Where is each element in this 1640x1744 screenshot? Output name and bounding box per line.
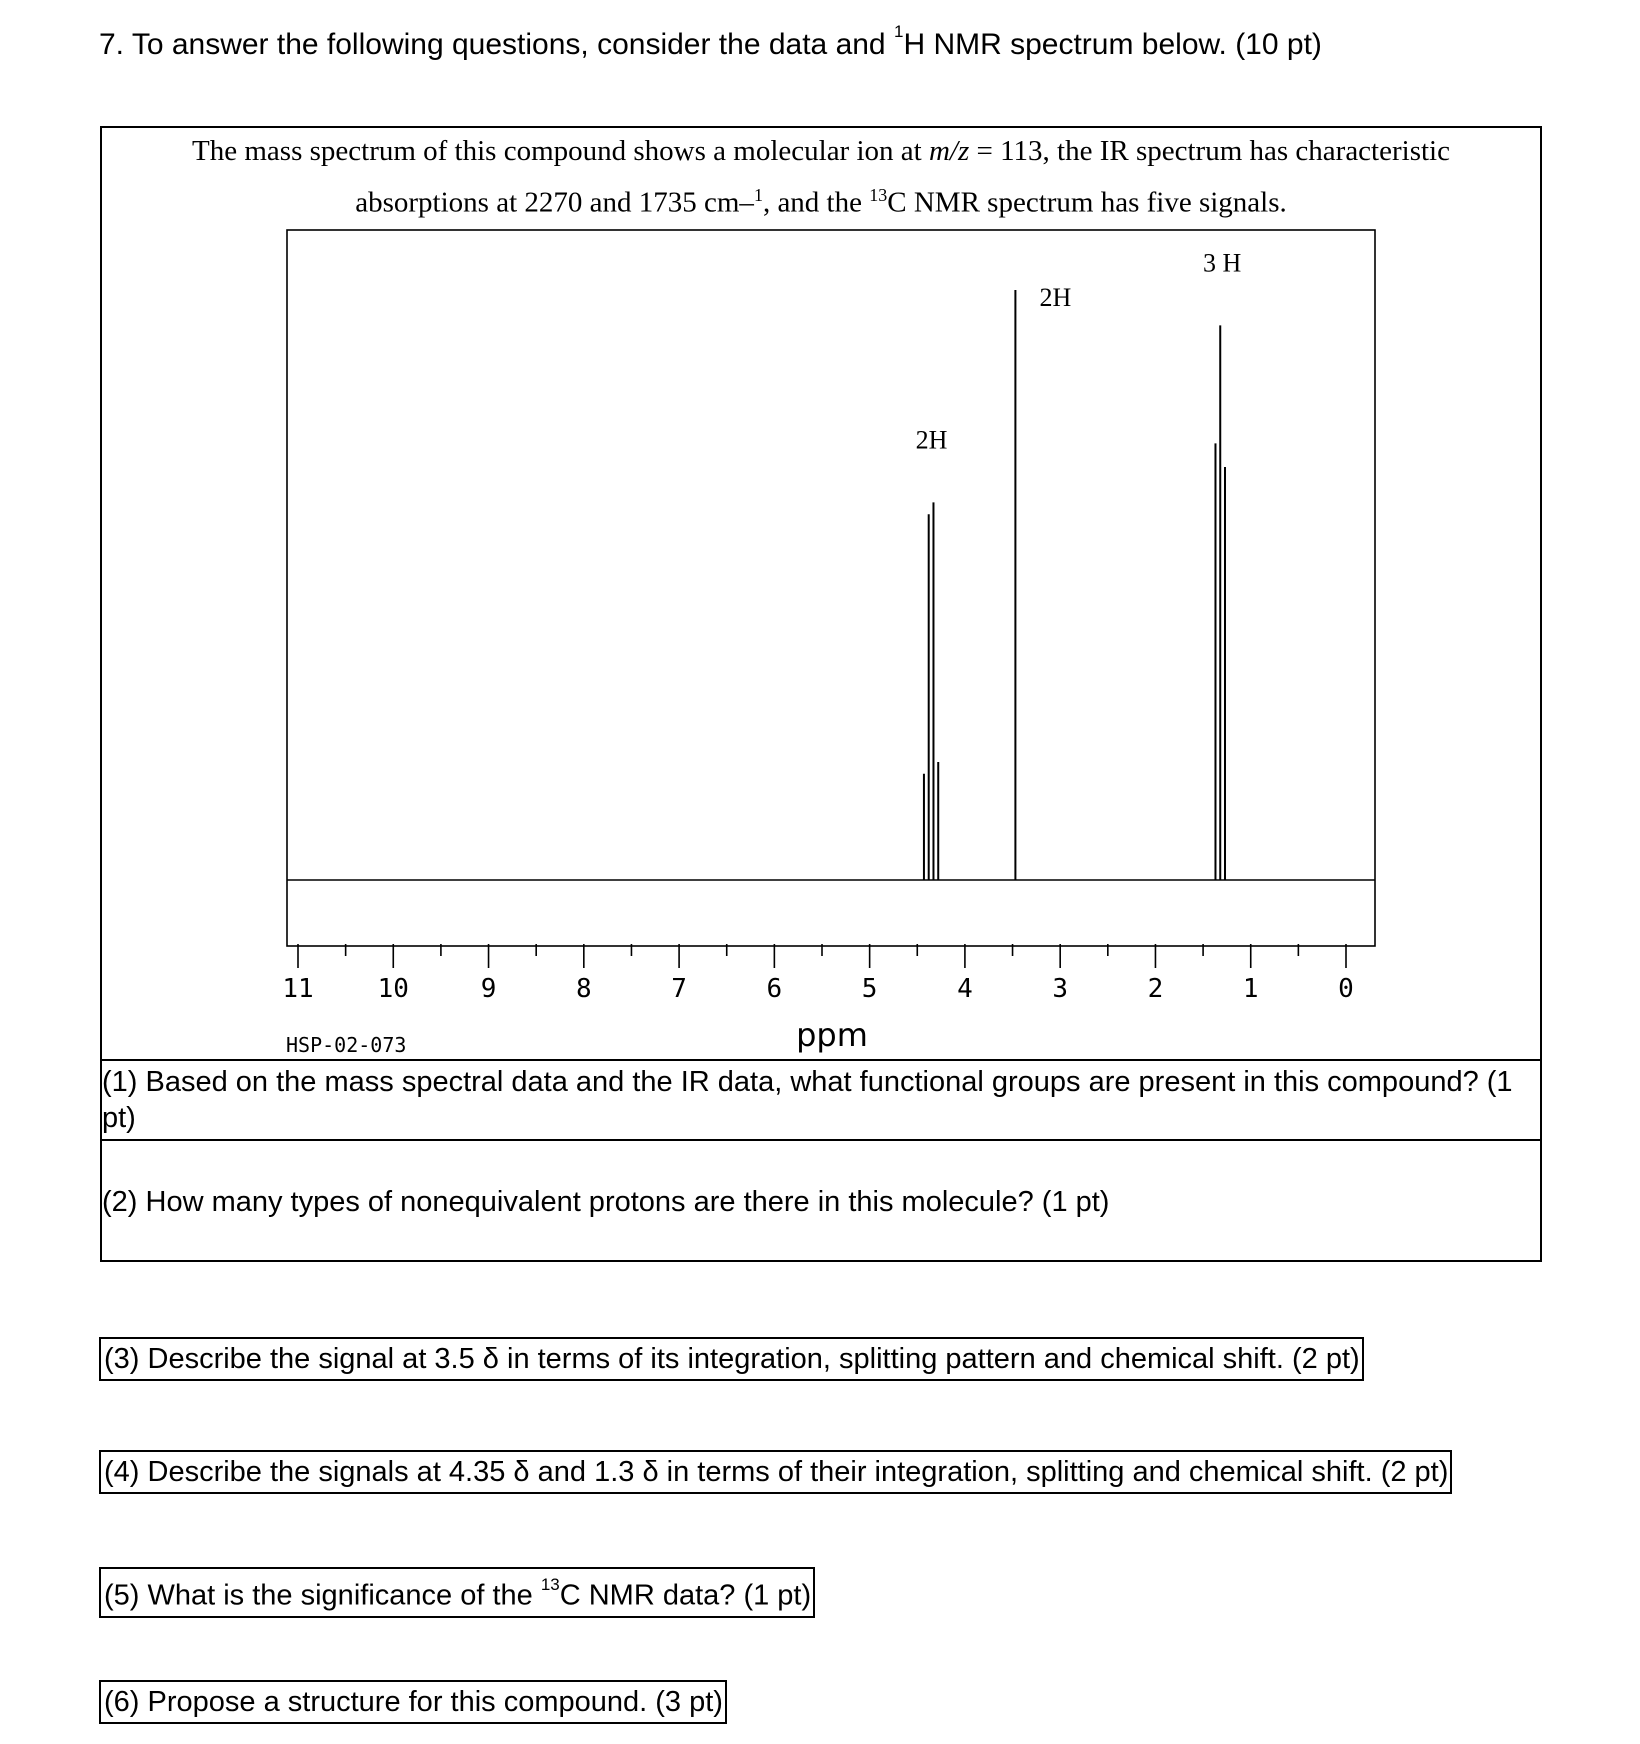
question-5-end: C NMR data? (1 pt)	[559, 1579, 812, 1612]
peaks-group	[924, 290, 1225, 880]
title-text: 7. To answer the following questions, consider the data and	[99, 28, 894, 61]
given-superscript-13: 13	[869, 185, 888, 205]
tick-label: 0	[1338, 974, 1354, 1004]
question-5-superscript: 13	[540, 1575, 560, 1594]
x-axis-label: ppm	[796, 1016, 868, 1054]
given-line-2	[102, 173, 1540, 225]
integration-label: 2H	[1039, 283, 1072, 312]
given-line-2-mid: , and the	[762, 186, 870, 219]
question-2: (2) How many types of nonequivalent protons are there in this molecule? (1 pt)	[102, 1186, 1110, 1218]
question-5-text: (5) What is the significance of the	[104, 1579, 541, 1612]
question-6: (6) Propose a structure for this compound. (3 pt)	[99, 1680, 727, 1724]
question-1: (1) Based on the mass spectral data and the IR data, what functional groups are present in this compound? (1 pt)	[102, 1066, 1513, 1134]
tick-label: 11	[282, 974, 314, 1004]
nmr-spectrum-chart	[102, 220, 1402, 1060]
integration-label: 3 H	[1203, 248, 1242, 278]
axis-ticks	[282, 944, 1353, 1004]
integration-labels	[916, 248, 1242, 454]
given-superscript-1: 1	[753, 185, 763, 205]
given-line-2-end: C NMR spectrum has five signals.	[887, 186, 1287, 219]
title-text-end: H NMR spectrum below. (10 pt)	[903, 28, 1322, 61]
question-3: (3) Describe the signal at 3.5 δ in terms of its integration, splitting pattern and chemical shift. (2 pt)	[99, 1337, 1364, 1381]
tick-label: 8	[575, 974, 592, 1004]
given-line-2-text: absorptions at 2270 and 1735 cm–	[355, 186, 754, 219]
question-5	[99, 1567, 815, 1618]
divider-q1	[100, 1059, 1542, 1061]
tick-label: 2	[1147, 974, 1164, 1004]
spectrum-id-label: HSP-02-073	[286, 1033, 407, 1057]
tick-label: 1	[1242, 974, 1259, 1004]
given-data-paragraph	[102, 129, 1540, 225]
tick-label: 10	[377, 974, 409, 1004]
given-line-1-text: The mass spectrum of this compound shows a molecular ion at	[192, 135, 929, 167]
tick-label: 6	[766, 974, 783, 1004]
integration-label: 2H	[915, 425, 948, 455]
question-4: (4) Describe the signals at 4.35 δ and 1.3 δ in terms of their integration, splitting and chemical shift. (2 pt)	[99, 1450, 1452, 1494]
tick-label: 7	[671, 974, 687, 1004]
given-line-1-end: = 113, the IR spectrum has characteristic	[969, 135, 1450, 167]
given-line-1	[102, 129, 1540, 173]
title-superscript: 1	[893, 22, 904, 41]
spectrum-frame	[287, 230, 1375, 946]
divider-q2	[100, 1139, 1542, 1141]
tick-label: 4	[957, 974, 973, 1004]
mz-label: m/z	[928, 135, 970, 167]
tick-label: 9	[480, 974, 497, 1004]
question-title	[99, 22, 1322, 62]
tick-label: 3	[1052, 974, 1069, 1004]
tick-label: 5	[861, 974, 878, 1004]
